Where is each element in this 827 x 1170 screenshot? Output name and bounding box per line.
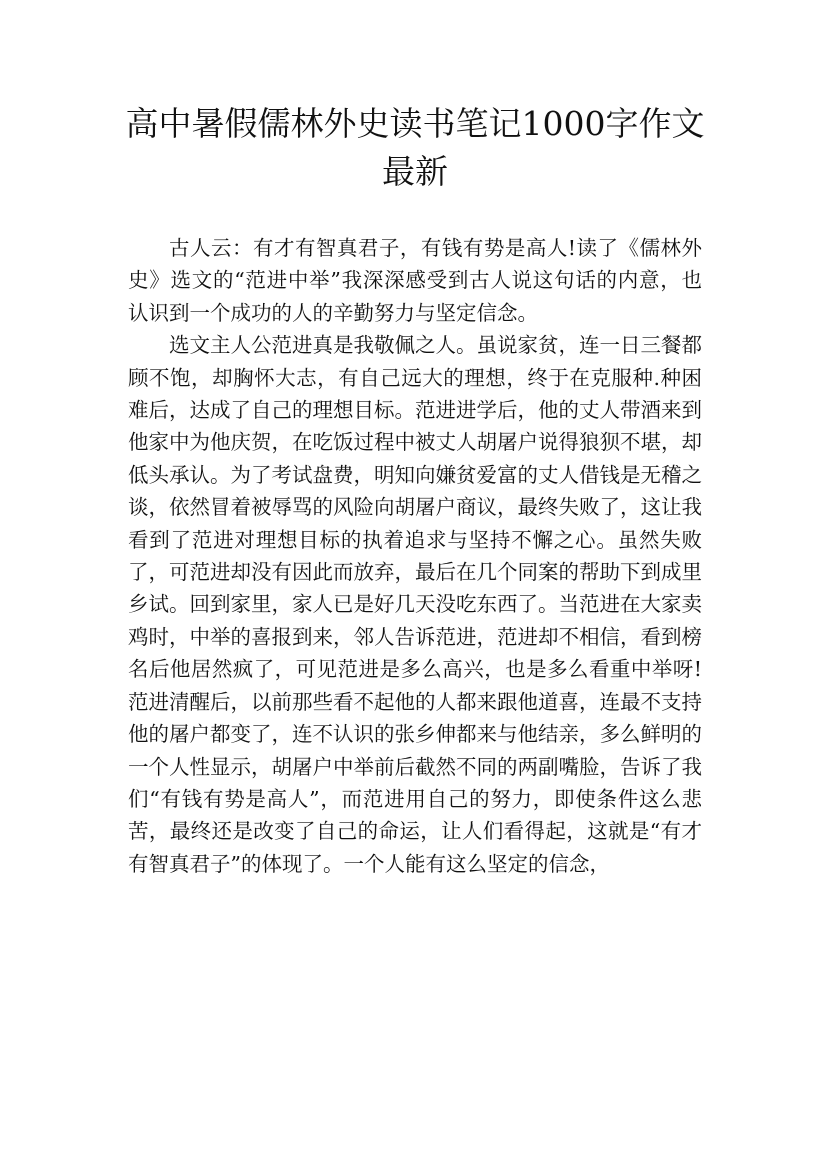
- document-title: 高中暑假儒林外史读书笔记1000字作文最新: [125, 104, 705, 191]
- paragraph-2: 选文主人公范进真是我敬佩之人。虽说家贫，连一日三餐都顾不饱，却胸怀大志，有自己远大的理想，终于在克服种.种困难后，达成了自己的理想目标。范进进学后，他的丈人带酒来到他家中为他庆贺，在吃饭过程中被丈人胡屠户说得狼狈不堪，却低头承认。为了考试盘费，明知向嫌贫爱富的丈人借钱是无稽之谈，依然冒着被辱骂的风险向胡屠户商议，最终失败了，这让我看到了范进对理想目标的执着追求与坚持不懈之心。虽然失败了，可范进却没有因此而放弃，最后在几个同案的帮助下到成里乡试。回到家里，家人已是好几天没吃东西了。当范进在大家卖鸡时，中举的喜报到来，邻人告诉范进，范进却不相信，看到榜名后他居然疯了，可见范进是多么高兴，也是多么看重中举呀!范进清醒后，以前那些看不起他的人都来跟他道喜，连最不支持他的屠户都变了，连不认识的张乡伸都来与他结亲，多么鲜明的一个人性显示，胡屠户中举前后截然不同的两副嘴脸，告诉了我们“有钱有势是高人”，而范进用自己的努力，即使条件这么悲苦，最终还是改变了自己的命运，让人们看得起，这就是“有才有智真君子”的体现了。一个人能有这么坚定的信念，: [128, 333, 702, 876]
- document-body: [128, 232, 702, 880]
- paragraph-1: 古人云：有才有智真君子，有钱有势是高人!读了《儒林外史》选文的“范进中举”我深深感受到古人说这句话的内意，也认识到一个成功的人的辛勤努力与坚定信念。: [128, 236, 702, 325]
